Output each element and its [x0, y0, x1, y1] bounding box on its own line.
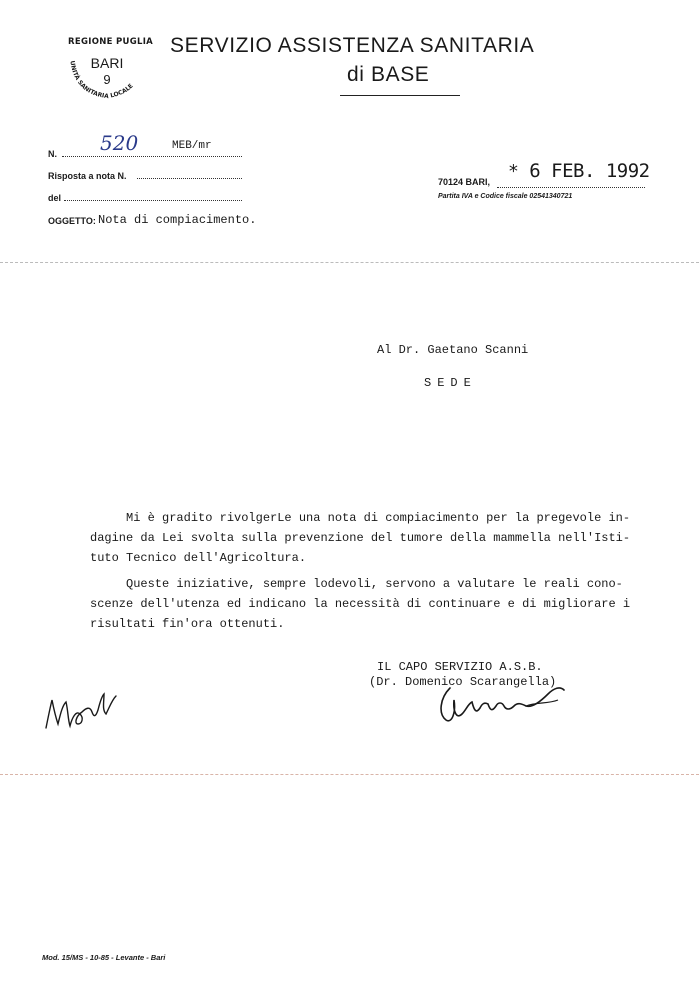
date-of-label: del	[48, 193, 62, 203]
body-paragraph-2: Queste iniziative, sempre lodevoli, servono a valutare le reali cono- scenze dell'utenza ed indicano la necessità di continuare e di migliorare i risultati fin'ora ottenuti.	[90, 577, 631, 631]
subject-text: Nota di compiacimento.	[98, 213, 257, 227]
service-subtitle: di BASE	[347, 63, 430, 86]
initials-scribble	[40, 688, 120, 738]
seal-number: 9	[103, 72, 111, 87]
region-label: REGIONE PUGLIA	[68, 37, 154, 47]
seal-ring-text: UNITÀ SANITARIA LOCALE	[68, 60, 135, 101]
protocol-number-line	[62, 155, 242, 157]
body-paragraph-1: Mi è gradito rivolgerLe una nota di compiacimento per la pregevole in- dagine da Lei svolta sulla prevenzione del tumore della mammella nell'Isti- tuto Tecnico dell'Agricoltura.	[90, 511, 631, 565]
signature-scribble	[432, 680, 582, 730]
date-line	[497, 186, 645, 188]
date-value: 6 FEB. 1992	[529, 160, 650, 182]
reply-note-line	[137, 177, 242, 179]
title-underline	[340, 95, 460, 96]
signatory-title: IL CAPO SERVIZIO A.S.B.	[377, 660, 543, 674]
fold-crease-top	[0, 262, 699, 263]
protocol-number-label: N.	[48, 149, 57, 159]
subject-label: OGGETTO:	[48, 216, 96, 226]
form-footer: Mod. 15/MS - 10-85 - Levante - Bari	[42, 953, 166, 962]
recipient-place: SEDE	[424, 376, 477, 390]
reply-note-label: Risposta a nota N.	[48, 171, 127, 181]
date-stamp	[508, 160, 650, 182]
protocol-number-handwritten: 520	[100, 131, 139, 155]
vat-code: Partita IVA e Codice fiscale 02541340721	[438, 193, 573, 200]
date-of-line	[64, 199, 242, 201]
seal-city: BARI	[90, 55, 124, 71]
place-label: 70124 BARI,	[438, 177, 491, 187]
protocol-code: MEB/mr	[172, 140, 212, 152]
signatory-name: (Dr. Domenico Scarangella)	[369, 675, 557, 689]
date-star: *	[508, 161, 519, 182]
usl-seal-logo	[62, 46, 152, 102]
recipient-name: Al Dr. Gaetano Scanni	[377, 343, 529, 357]
fold-crease-bottom	[0, 774, 699, 775]
service-title: SERVIZIO ASSISTENZA SANITARIA	[170, 34, 535, 57]
